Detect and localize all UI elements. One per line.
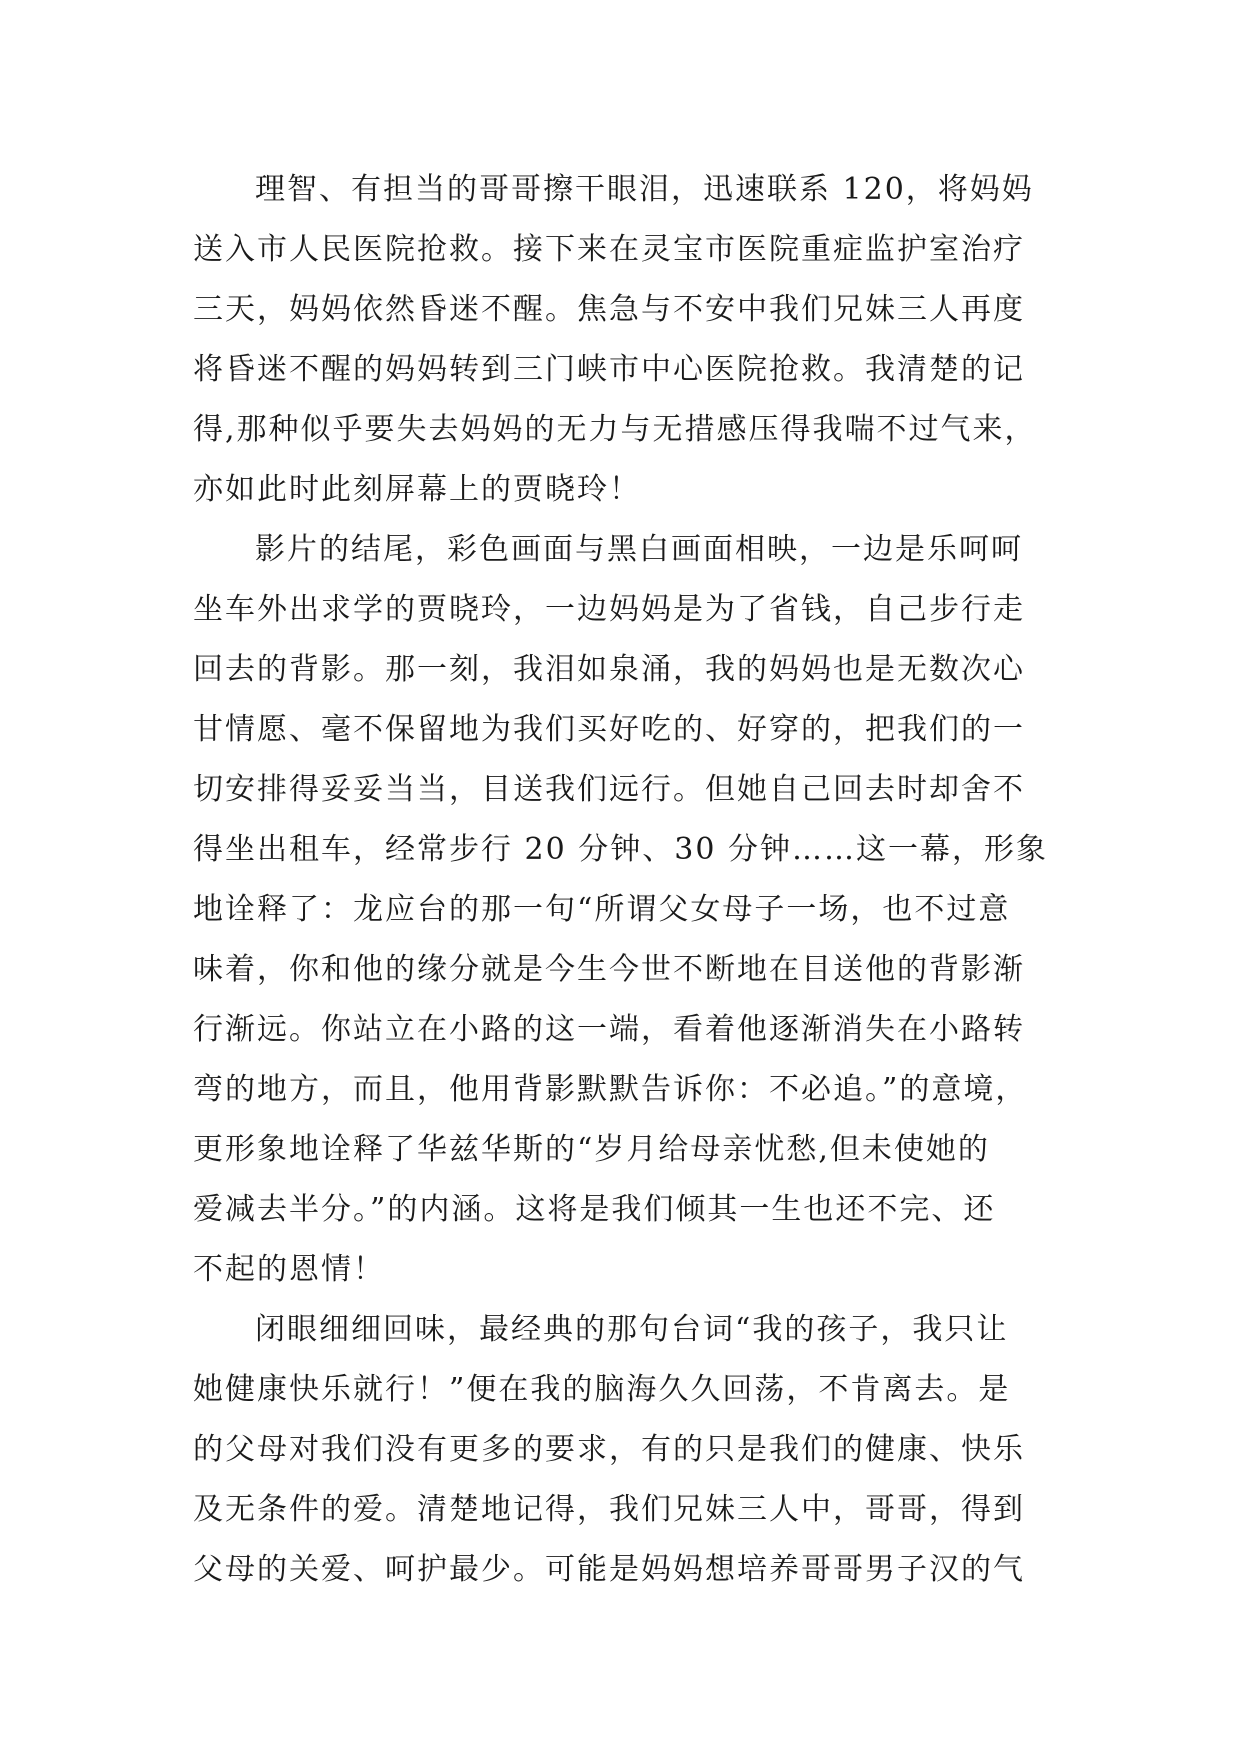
text-line: 切安排得妥妥当当，目送我们远行。但她自己回去时却舍不 [193, 772, 1025, 807]
text-line: 得坐出租车，经常步行 20 分钟、30 分钟……这一幕，形象 [193, 832, 1048, 867]
text-line: 更形象地诠释了华兹华斯的“岁月给母亲忧愁,但未使她的 [193, 1132, 990, 1167]
text-line: 三天，妈妈依然昏迷不醒。焦急与不安中我们兄妹三人再度 [193, 292, 1025, 327]
text-line: 得,那种似乎要失去妈妈的无力与无措感压得我喘不过气来， [193, 412, 1037, 447]
body-text [193, 160, 1073, 1600]
text-line: 影片的结尾，彩色画面与黑白画面相映，一边是乐呵呵 [255, 532, 1023, 567]
text-line: 味着，你和他的缘分就是今生今世不断地在目送他的背影渐 [193, 952, 1025, 987]
text-line: 甘情愿、毫不保留地为我们买好吃的、好穿的，把我们的一 [193, 712, 1025, 747]
text-line: 回去的背影。那一刻，我泪如泉涌，我的妈妈也是无数次心 [193, 652, 1025, 687]
text-line: 理智、有担当的哥哥擦干眼泪，迅速联系 120，将妈妈 [255, 172, 1034, 207]
text-line: 她健康快乐就行！”便在我的脑海久久回荡，不肯离去。是 [193, 1372, 1011, 1407]
text-line: 将昏迷不醒的妈妈转到三门峡市中心医院抢救。我清楚的记 [193, 352, 1025, 387]
text-line: 送入市人民医院抢救。接下来在灵宝市医院重症监护室治疗 [193, 232, 1025, 267]
text-line: 的父母对我们没有更多的要求，有的只是我们的健康、快乐 [193, 1432, 1025, 1467]
text-line: 地诠释了：龙应台的那一句“所谓父女母子一场，也不过意 [193, 892, 1011, 927]
text-line: 弯的地方，而且，他用背影默默告诉你：不必追。”的意境， [193, 1072, 1028, 1107]
text-line: 行渐远。你站立在小路的这一端，看着他逐渐消失在小路转 [193, 1012, 1025, 1047]
text-line: 坐车外出求学的贾晓玲，一边妈妈是为了省钱，自己步行走 [193, 592, 1025, 627]
text-line: 父母的关爱、呵护最少。可能是妈妈想培养哥哥男子汉的气 [193, 1552, 1025, 1587]
text-line: 及无条件的爱。清楚地记得，我们兄妹三人中，哥哥，得到 [193, 1492, 1025, 1527]
text-line: 亦如此时此刻屏幕上的贾晓玲！ [193, 472, 641, 507]
text-line: 爱减去半分。”的内涵。这将是我们倾其一生也还不完、还 [193, 1192, 996, 1227]
text-line: 闭眼细细回味，最经典的那句台词“我的孩子，我只让 [255, 1312, 1009, 1347]
text-line: 不起的恩情！ [193, 1252, 385, 1287]
